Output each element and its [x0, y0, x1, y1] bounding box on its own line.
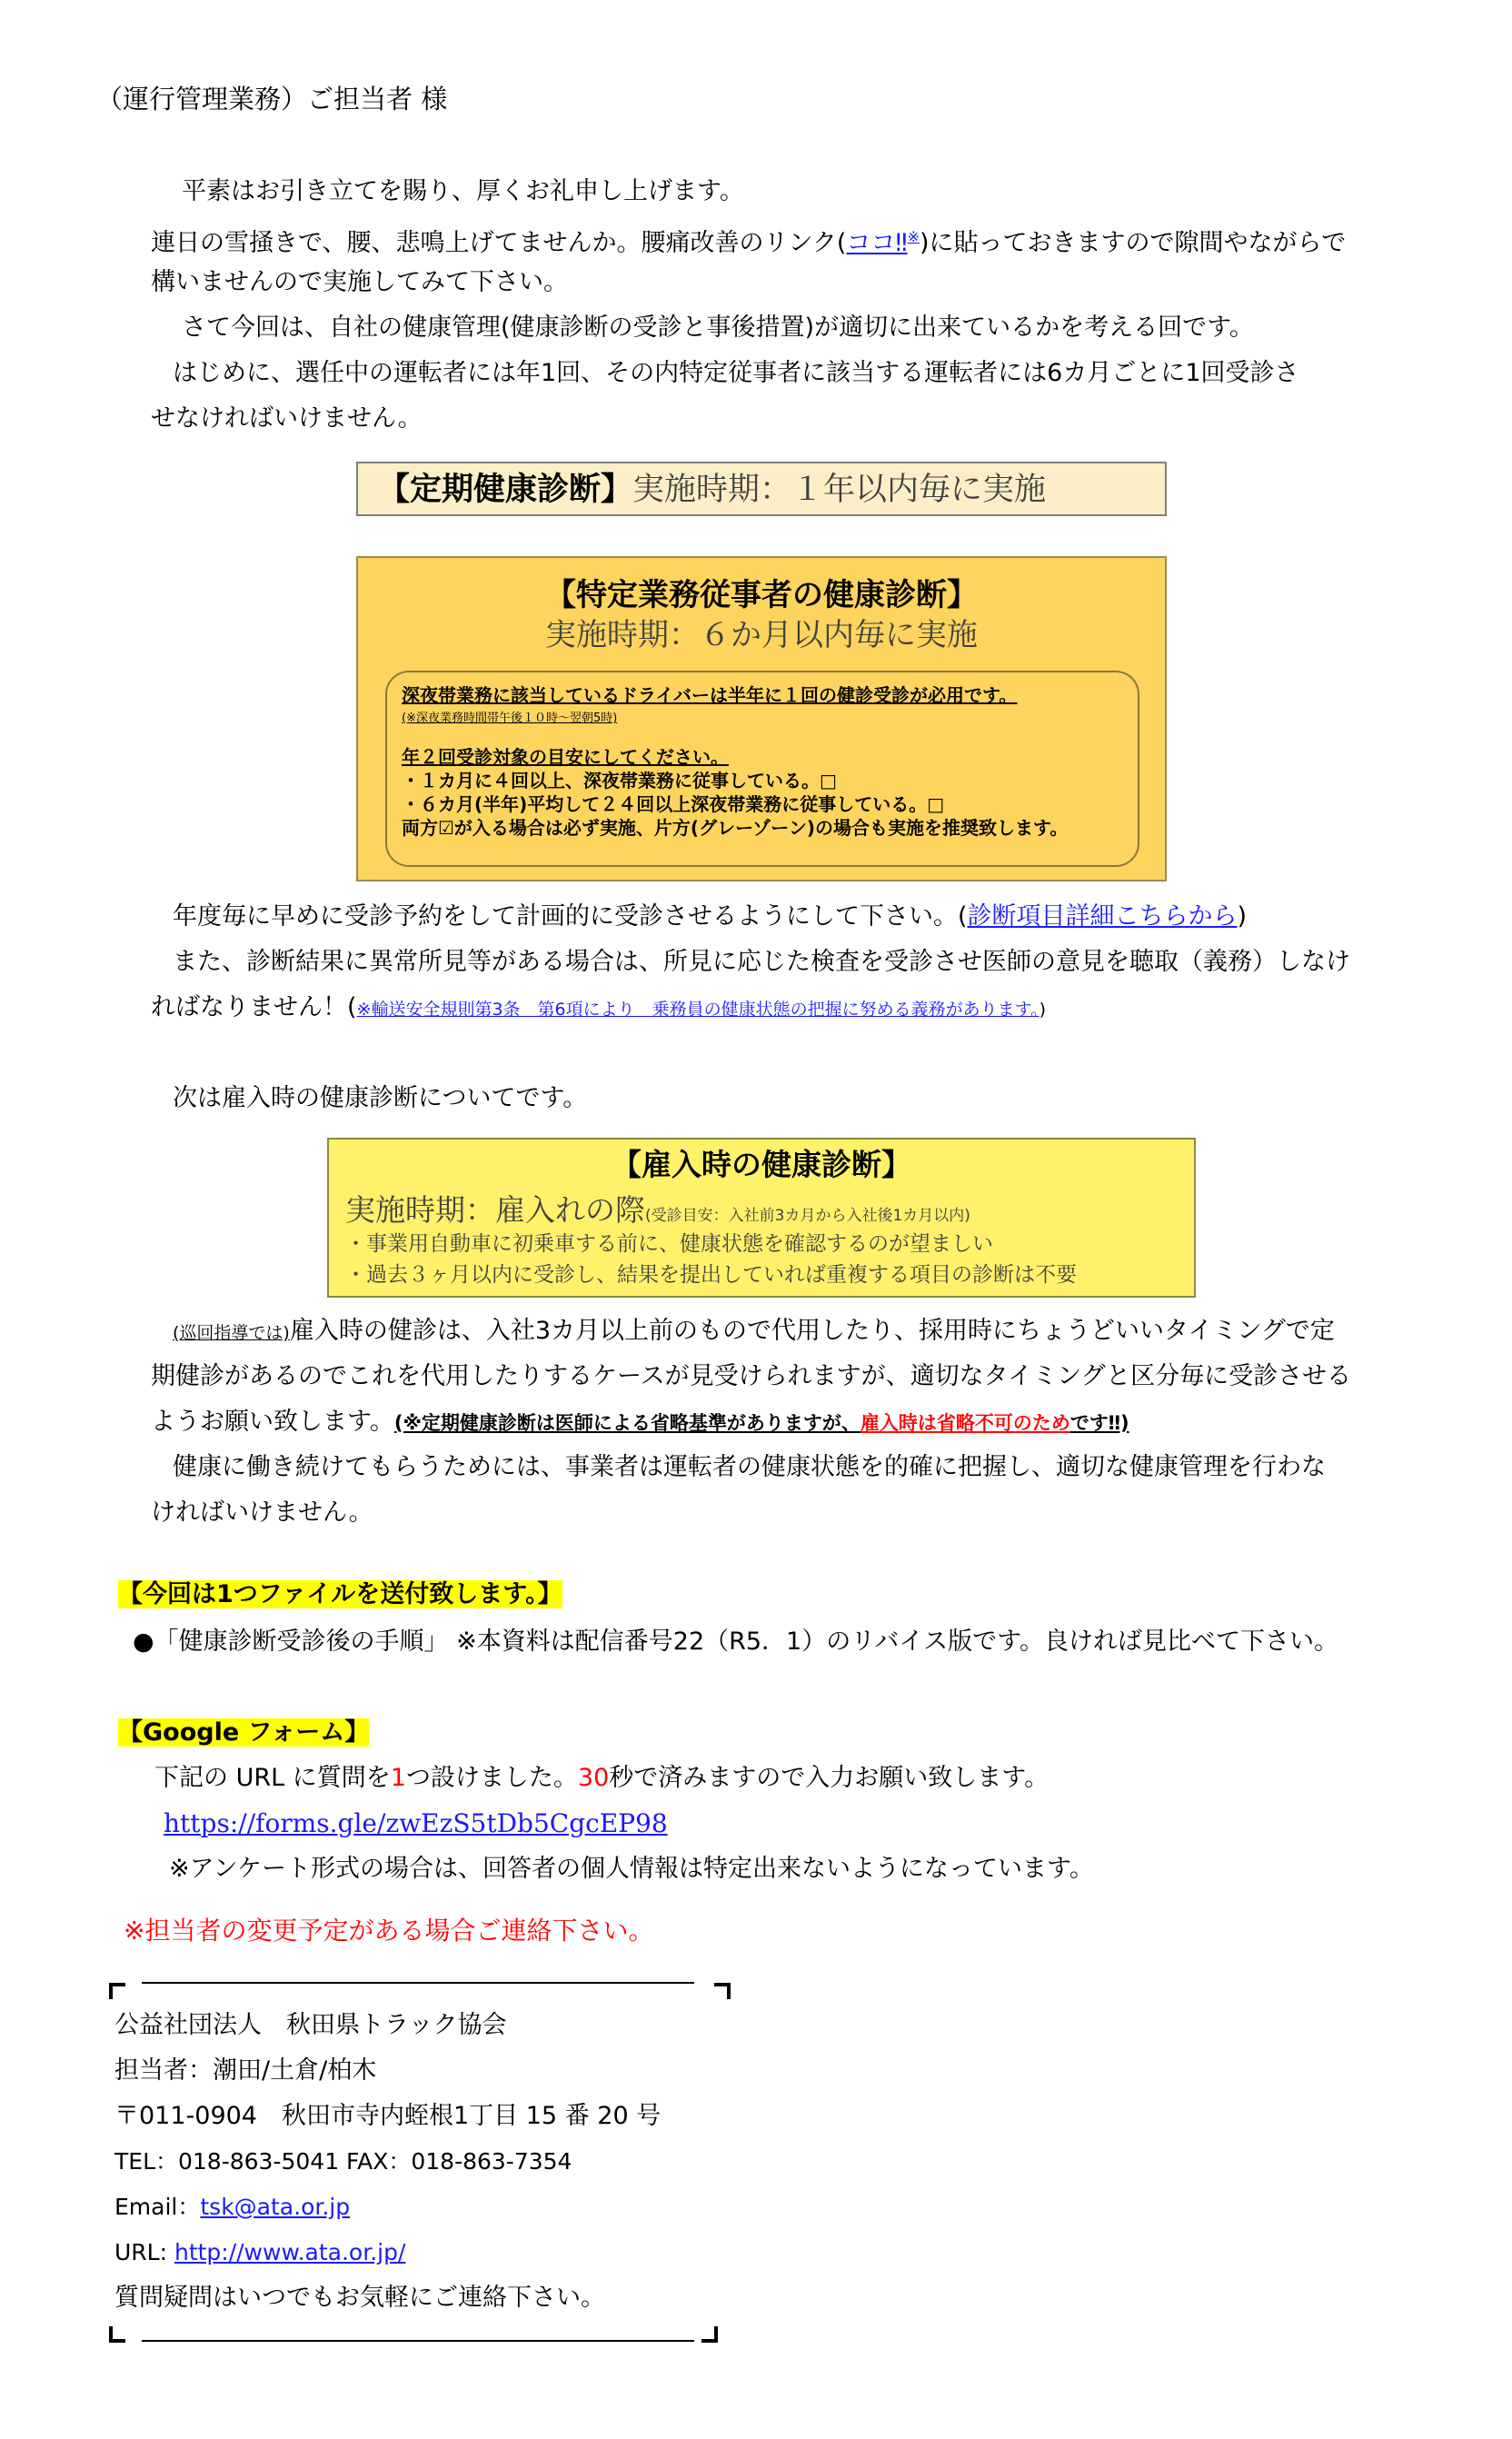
body-line-14: 健康に働き続けてもらうためには、事業者は運転者の健康状態を的確に把握し、適切な健康管理を行わな [173, 1453, 1326, 1481]
body-line-7-text: 年度毎に早めに受診予約をして計画的に受診させるようにして下さい。( [173, 902, 968, 931]
regular-checkup-title: 【定期健康診断】 [378, 472, 633, 508]
contact-email-row [114, 2190, 350, 2225]
contact-url-label: URL: [114, 2239, 174, 2265]
body-line-11-text: 雇入時の健診は、入社3カ月以上前のもので代用したり、採用時にちょうどいいタイミングで定 [289, 1317, 1335, 1345]
body-line-12: 期健診があるのでこれを代用したりするケースが見受けられますが、適切なタイミングと区分毎に受診させる [151, 1362, 1352, 1390]
google-form-line-c: 秒で済みますので入力お願い致します。 [609, 1764, 1049, 1792]
contact-url-link[interactable]: http://www.ata.or.jp/ [174, 2239, 406, 2265]
intro-line-5: はじめに、選任中の運転者には年1回、その内特定従事者に該当する運転者には6カ月ごとに1回受診さ [173, 359, 1299, 387]
body-line-7-close: ) [1237, 902, 1248, 931]
hire-checkup-title: 【雇入時の健康診断】 [612, 1147, 911, 1182]
hire-checkup-period-row [345, 1187, 970, 1229]
salutation: （運行管理業務）ご担当者 様 [96, 84, 448, 114]
diagnosis-details-link[interactable]: 診断項目詳細こちらから [967, 902, 1238, 931]
body-line-9-close: ) [1039, 1000, 1047, 1020]
body-line-8: また、診断結果に異常所見等がある場合は、所見に応じた検査を受診させ医師の意見を聴取（義務）しなけ [173, 948, 1350, 976]
specific-line-1: 深夜帯業務に該当しているドライバーは半年に１回の健診受診が必用です。 [402, 684, 1018, 706]
transport-rule-link[interactable]: ※輸送安全規則第3条 第6項により 乗務員の健康状態の把握に努める義務があります。 [356, 1000, 1040, 1020]
attachment-heading-text: 【今回は1つファイルを送付致します。】 [118, 1580, 562, 1608]
specific-line-3: ・１カ月に４回以上、深夜帯業務に従事している。□ [402, 770, 837, 791]
body-line-15: ければいけません。 [151, 1498, 373, 1527]
frame-corner-tl [109, 1983, 125, 1999]
intro-line-3: 構いませんので実施してみて下さい。 [151, 268, 568, 296]
google-form-note: ※アンケート形式の場合は、回答者の個人情報は特定出来ないようになっています。 [169, 1855, 1094, 1883]
intro-line-2-text-b: )に貼っておきますので隙間やながらで [919, 229, 1347, 257]
specific-checkup-title: 【特定業務従事者の健康診断】 [545, 577, 978, 613]
attachment-heading [118, 1578, 562, 1612]
specific-line-5: 両方☑が入る場合は必ず実施、片方(グレーゾーン)の場合も実施を推奨致します。 [402, 817, 1069, 839]
hire-checkup-period-note: (受診目安：入社前3カ月から入社後1カ月以内) [645, 1207, 970, 1225]
frame-corner-bl [109, 2326, 125, 2343]
specific-checkup-details [385, 671, 1139, 867]
frame-corner-tr [714, 1983, 731, 1999]
exercise-link[interactable]: ココ‼ [846, 229, 908, 257]
specific-checkup-box [356, 556, 1167, 881]
hire-checkup-line-1: ・事業用自動車に初乗車する前に、健康状態を確認するのが望ましい [345, 1232, 993, 1256]
body-line-13-text: ようお願い致します。 [151, 1408, 394, 1436]
frame-corner-br [701, 2326, 718, 2343]
body-line-10: 次は雇入時の健康診断についてです。 [173, 1084, 588, 1112]
body-line-7 [173, 900, 1247, 934]
google-form-line [154, 1761, 1049, 1796]
hire-checkup-line-2: ・過去３ヶ月以内に受診し、結果を提出していれば重複する項目の診断は不要 [345, 1263, 1077, 1287]
specific-checkup-period: 実施時期：６か月以内毎に実施 [545, 617, 978, 653]
contact-staff: 担当者：潮田/土倉/柏木 [114, 2056, 377, 2085]
exercise-link-mark[interactable]: ※ [907, 228, 920, 245]
regular-checkup-period: 実施時期：１年以内毎に実施 [632, 472, 1047, 508]
body-line-9 [151, 991, 1046, 1027]
frame-bottom-rule [142, 2340, 694, 2342]
specific-line-4: ・６カ月(半年)平均して２４回以上深夜帯業務に従事している。□ [402, 793, 945, 815]
google-form-line-b: つ設けました。 [405, 1764, 578, 1792]
attachment-item: ●「健康診断受診後の手順」 ※本資料は配信番号22（R5．1）のリバイス版です。良ければ見比べて下さい。 [133, 1628, 1338, 1656]
contact-tel-fax: TEL：018-863-5041 FAX：018-863-7354 [114, 2148, 572, 2175]
hire-checkup-period: 実施時期：雇入れの際 [345, 1192, 645, 1228]
contact-closing: 質問疑問はいつでもお気軽にご連絡下さい。 [114, 2284, 605, 2312]
contact-address: 〒011-0904 秋田市寺内蛭根1丁目 15 番 20 号 [114, 2102, 662, 2130]
contact-org: 公益社団法人 秋田県トラック協会 [114, 2011, 507, 2039]
regular-checkup-text [378, 471, 1046, 509]
google-form-heading [118, 1716, 369, 1750]
body-line-13 [151, 1405, 1129, 1440]
google-form-question-count: 1 [390, 1764, 406, 1792]
intro-line-2 [151, 220, 1346, 261]
frame-top-rule [142, 1982, 694, 1984]
google-form-heading-text: 【Google フォーム】 [118, 1718, 370, 1747]
regular-checkup-box [356, 462, 1167, 516]
body-line-13-end: です‼) [1069, 1412, 1129, 1434]
intro-line-6: せなければいけません。 [151, 404, 423, 433]
google-form-seconds: 30 [577, 1764, 610, 1792]
contact-email-label: Email： [114, 2194, 201, 2220]
body-line-11 [173, 1314, 1335, 1350]
contact-email-link[interactable]: tsk@ata.or.jp [200, 2194, 351, 2220]
hire-no-omission-note: 雇入時は省略不可のため [860, 1412, 1070, 1434]
google-form-url-link[interactable]: https://forms.gle/zwEzS5tDb5CgcEP98 [164, 1808, 668, 1838]
body-line-13-note: (※定期健康診断は医師による省略基準がありますが、 [393, 1412, 860, 1434]
body-line-9-text: ればなりません！( [151, 993, 357, 1021]
intro-greeting: 平素はお引き立てを賜り、厚くお礼申し上げます。 [182, 177, 744, 205]
contact-url-row [114, 2235, 405, 2270]
intro-line-4: さて今回は、自社の健康管理(健康診断の受診と事後措置)が適切に出来ているかを考える回です。 [182, 314, 1254, 342]
intro-line-2-text: 連日の雪掻きで、腰、悲鳴上げてませんか。腰痛改善のリンク( [151, 229, 847, 257]
hire-checkup-box [327, 1138, 1196, 1298]
google-form-line-a: 下記の URL に質問を [154, 1764, 391, 1792]
contact-change-notice: ※担当者の変更予定がある場合ご連絡下さい。 [124, 1916, 654, 1946]
specific-line-1-note: (※深夜業務時間帯午後１０時～翌朝5時) [402, 712, 618, 725]
specific-line-2: 年２回受診対象の目安にしてください。 [402, 746, 729, 768]
patrol-guidance-note: (巡回指導では) [173, 1323, 290, 1343]
